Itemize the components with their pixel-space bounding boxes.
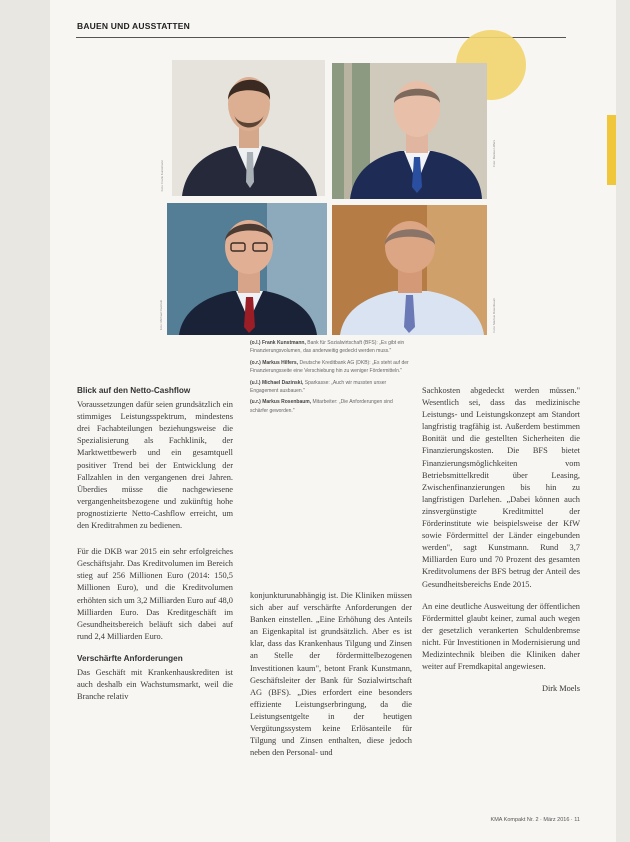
paragraph: konjunkturunabhängig ist. Die Kliniken müssen sich aber auf verschärfte Anforderungen der Banken einstellen. „Eine Erhöhung des Anteils an Eigenkapital ist grundsätzlich. Aber es ist klar, dass das Krankenhaus Tilgung und Zinsen an Stelle der fördermittelbezogenen Investitionen kaum", betont Frank Kunstmann, Geschäftsleiter der Bank für Sozialwirtschaft AG (BFS). „Dies erfordert eine besonders effiziente Leistungserbringung, da die Leistungsentgelte in der heutigen Vergütungssystem keine Erlösanteile für Tilgung und Zinsen enthalten, diese jedoch neben den Personal- und	[250, 591, 412, 758]
column-left	[77, 385, 233, 713]
paragraph: Das Geschäft mit Krankenhauskrediten ist auch deshalb ein Wachstumsmarkt, weil die Branche relativ	[77, 667, 233, 702]
photo-captions	[250, 339, 412, 418]
footer-right: KMA Kompakt Nr. 2 · März 2016 · 11	[490, 817, 580, 823]
photo-credit: Foto: Markus Rosenbaum	[492, 298, 496, 333]
column-middle	[250, 590, 412, 769]
photo-credit: Foto: Frank Kunstmann	[160, 160, 164, 192]
subheading: Blick auf den Netto-Cashflow	[77, 386, 191, 395]
magazine-page	[50, 0, 616, 842]
subheading: Verschärfte Anforderungen	[77, 653, 183, 663]
paragraph: Voraussetzungen dafür seien grundsätzlich ein stimmiges Leistungsspektrum, mindestens drei Fachabteilungen beziehungsweise die Spezialisierung als Fachklinik, der Marktwettbewerb und ein gesamtquell positiver Trend bei der Entwicklung der Fallzahlen in den vergangenen drei Jahren. Überdies müsse die nachgewiesene vergangenheitsbezogene und zukünftig hohe prognostizierte Netto-Cashflow erreicht, um den Kreditrahmen zu bedienen.	[77, 400, 233, 531]
portrait-bottom-left	[167, 203, 327, 335]
paragraph: Für die DKB war 2015 ein sehr erfolgreiches Geschäftsjahr. Das Kreditvolumen im Bereich stieg auf 256 Millionen Euro (2014: 150,5 Millionen Euro), und die Kreditvolumen erhöhten sich um 3,2 Milliarden Euro auf 48,0 Milliarden Euro. Das Kreditgeschäft im Gesundheitsbereich beläuft sich dabei auf rund 2,4 Milliarden Euro.	[77, 547, 233, 641]
section-heading: BAUEN UND AUSSTATTEN	[77, 21, 190, 31]
portrait-top-right	[332, 63, 487, 199]
page-edge-tab	[607, 115, 616, 185]
paragraph: An eine deutliche Ausweitung der öffentlichen Fördermittel glaubt keiner, zumal auch wegen der gesetzlich verankerten Schuldenbremse nicht. Für Investitionen in Modernisierung und Medizintechnik bleiben die Kliniken daher weiter auf Fremdkapital angewiesen.	[422, 601, 580, 672]
paragraph: Sachkosten abgedeckt werden müssen." Wesentlich sei, dass das medizinische Leistungs- und Leistungskonzept am Standort langfristig tragfähig ist. Außerdem bestimmen Bonität und die gestellten Sicherheiten die Finanzierungskosten. Die BFS bietet Finanzierungsmöglichkeiten vom Betriebsmittelkredit über Leasing, Zwischenfinanzierungen bis hin zu langfristigen Darlehen. „Dabei können auch zinsvergünstigte Kreditmittel der Förderinstitute wie beispielsweise der KfW sowie Fördermittel der Länder eingebunden werden", sagt Kunstmann. Rund 3,7 Milliarden Euro und 70 Prozent des gesamten Kreditvolumens der BFS betrug der Anteil des Gesundheitsbereichs Ende 2015.	[422, 386, 580, 589]
photo-credit: Foto: Michael Dazinski	[159, 300, 163, 331]
caption: (o.l.) Frank Kunstmann, Bank für Sozialwirtschaft (BFS): „Es gibt ein Finanzierungsvolumen, das anderweitig gedeckt werden muss."	[250, 340, 405, 355]
caption: (o.r.) Markus Hilfers, Deutsche Kreditbank AG (DKB): „Es steht auf der Finanzierungsseite eine Verschiebung hin zu weniger Fördermitteln."	[250, 359, 409, 375]
portrait-top-left	[172, 60, 325, 196]
column-right	[422, 385, 580, 695]
caption: (u.l.) Michael Dazinski, Sparkasse: „Auch wir mussten unser Engagement ausbauen."	[250, 379, 387, 395]
photo-credit: Foto: Markus Hilfers	[492, 140, 496, 167]
author-signature: Dirk Moels	[541, 684, 580, 694]
caption: (u.r.) Markus Rosenbaum, Mitarbeiter: „Die Anforderungen sind schärfer geworden."	[250, 399, 393, 414]
portrait-bottom-right	[332, 205, 487, 335]
